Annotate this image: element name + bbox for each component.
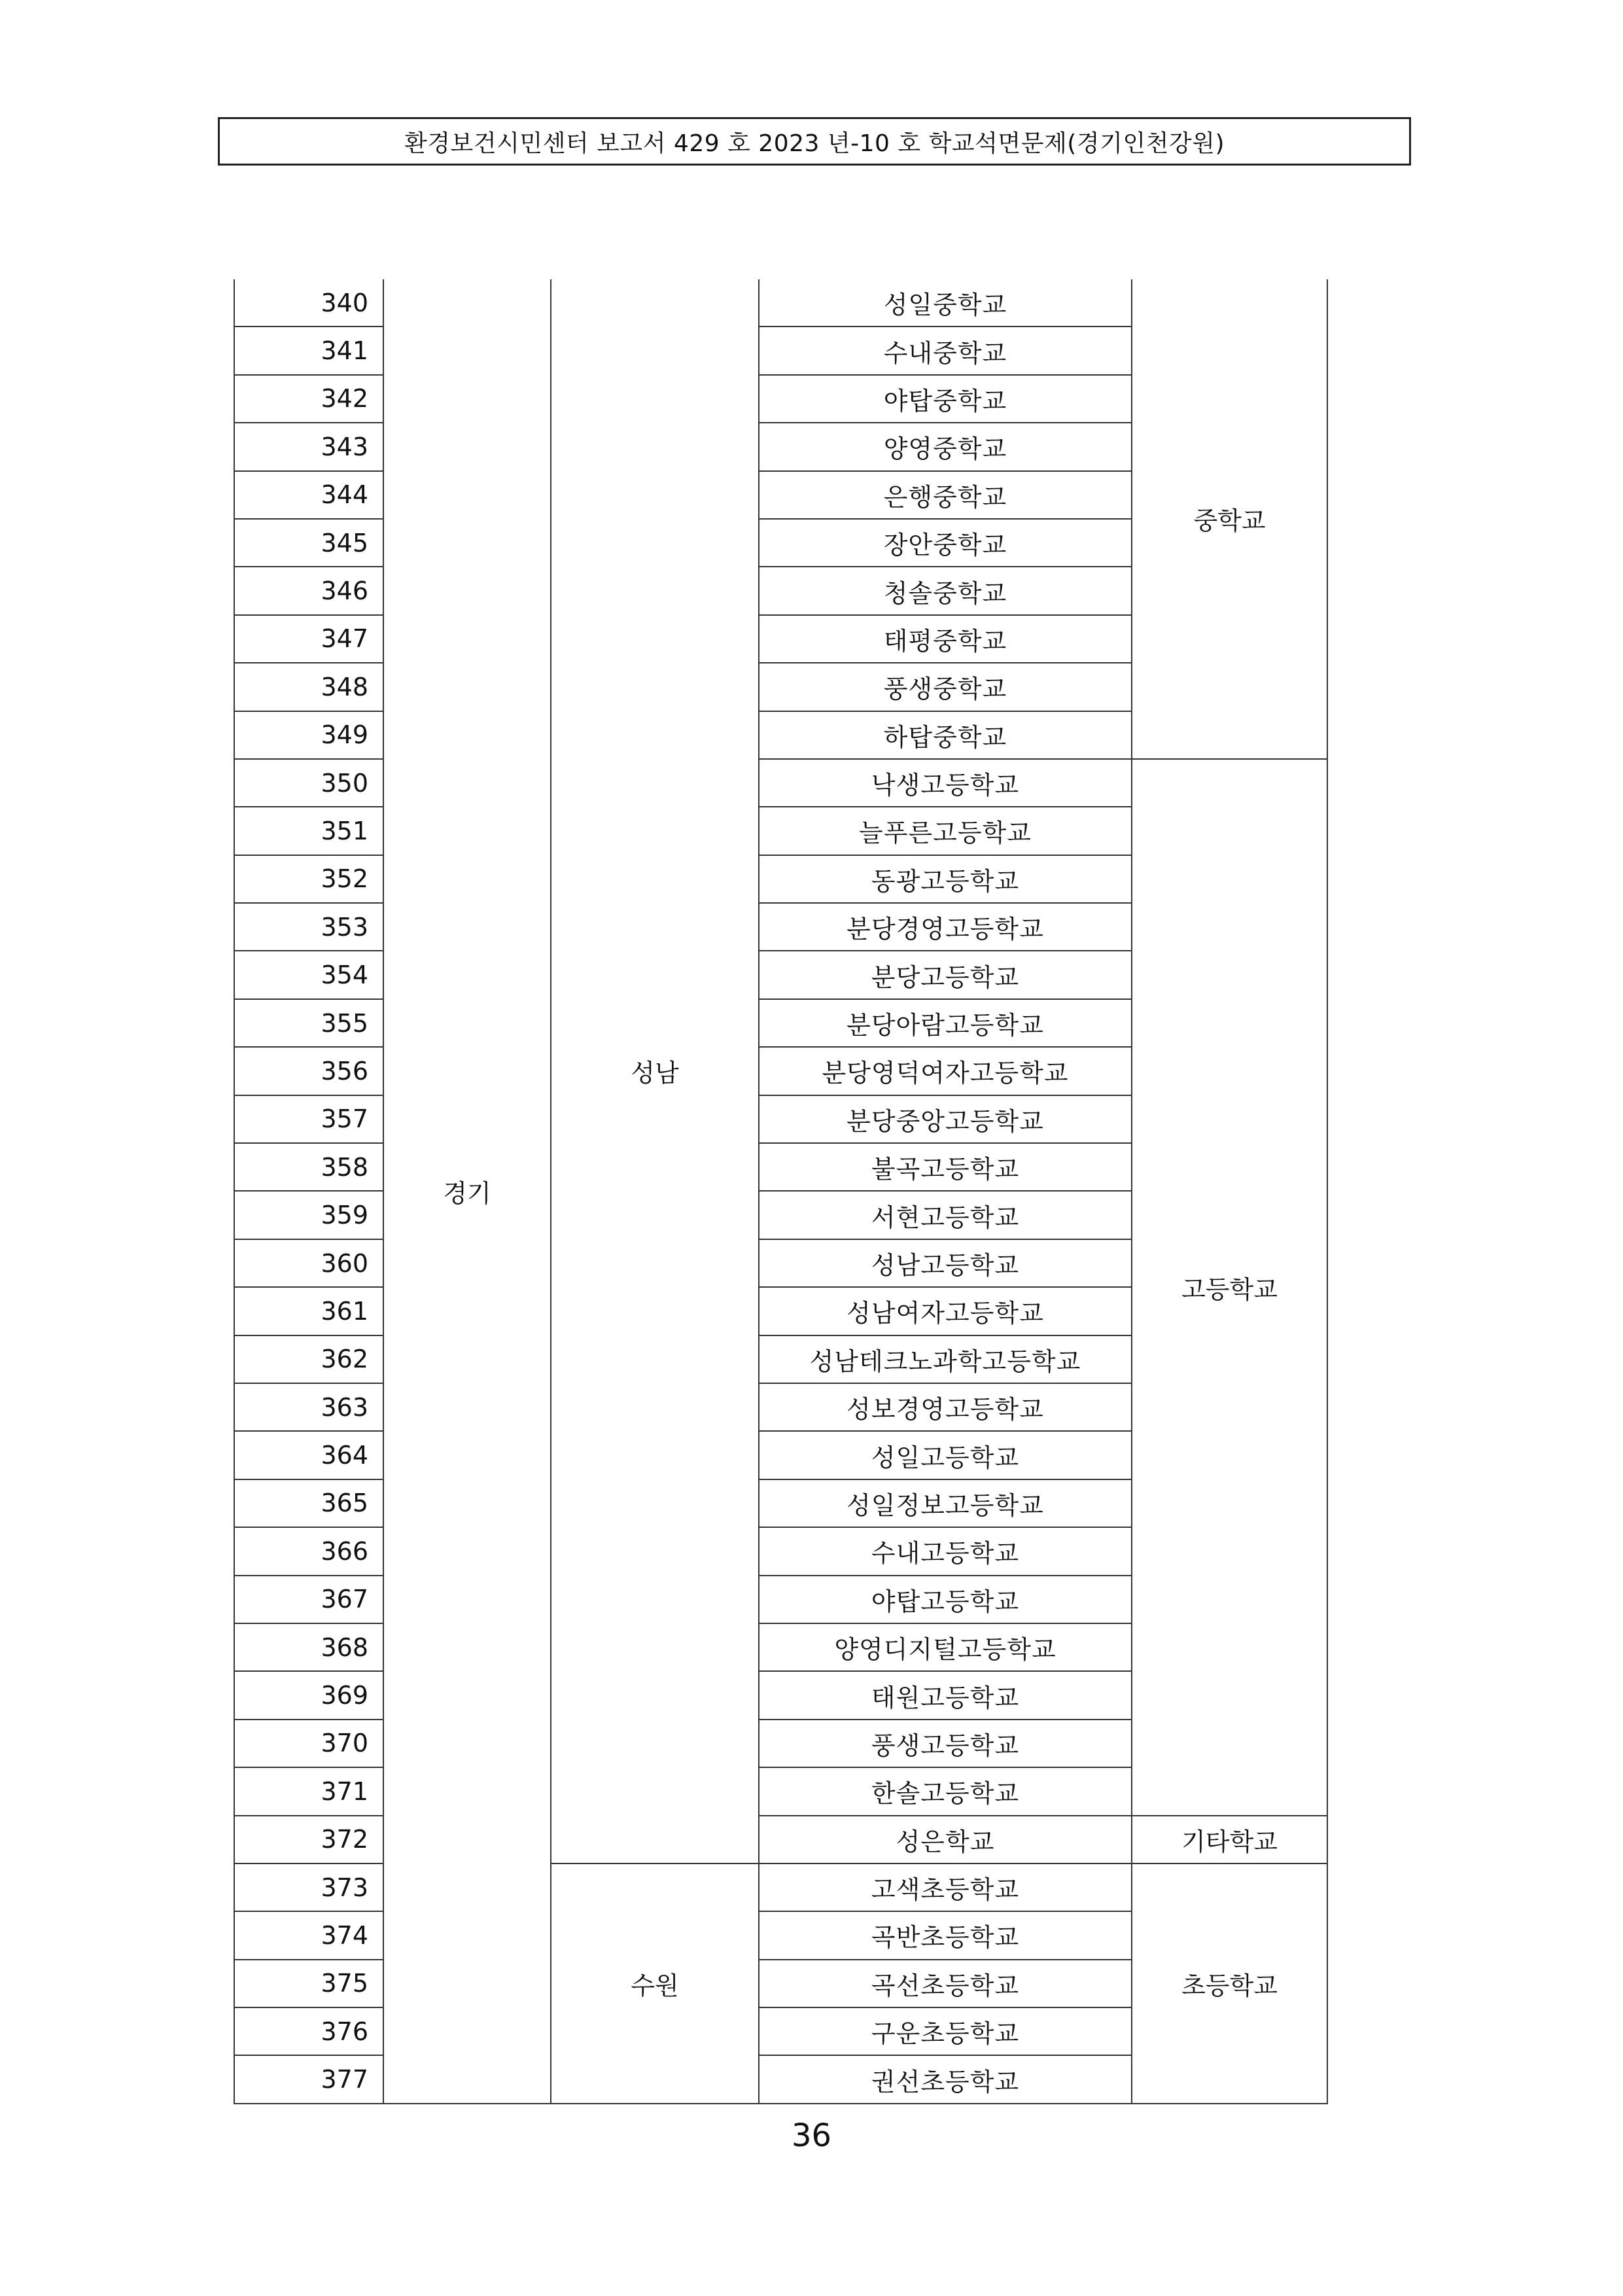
row-number: 375 xyxy=(234,1960,383,2007)
school-name: 분당고등학교 xyxy=(759,951,1132,998)
row-number: 343 xyxy=(234,423,383,470)
school-name: 성일정보고등학교 xyxy=(759,1479,1132,1527)
school-name: 권선초등학교 xyxy=(759,2055,1132,2103)
school-name: 고색초등학교 xyxy=(759,1863,1132,1911)
row-number: 369 xyxy=(234,1671,383,1719)
school-name: 풍생고등학교 xyxy=(759,1720,1132,1767)
row-number: 361 xyxy=(234,1287,383,1335)
row-number: 344 xyxy=(234,471,383,519)
school-name: 야탑고등학교 xyxy=(759,1576,1132,1623)
row-number: 349 xyxy=(234,711,383,759)
school-name: 성남테크노과학고등학교 xyxy=(759,1335,1132,1383)
row-number: 371 xyxy=(234,1767,383,1815)
school-name: 야탑중학교 xyxy=(759,375,1132,423)
row-number: 370 xyxy=(234,1720,383,1767)
school-name: 분당중앙고등학교 xyxy=(759,1095,1132,1143)
row-number: 363 xyxy=(234,1383,383,1431)
row-number: 348 xyxy=(234,663,383,711)
school-name: 성일고등학교 xyxy=(759,1431,1132,1479)
row-number: 346 xyxy=(234,567,383,614)
row-number: 359 xyxy=(234,1191,383,1239)
row-number: 353 xyxy=(234,903,383,951)
school-name: 분당경영고등학교 xyxy=(759,903,1132,951)
row-number: 373 xyxy=(234,1863,383,1911)
school-name: 동광고등학교 xyxy=(759,855,1132,903)
school-name: 구운초등학교 xyxy=(759,2007,1132,2055)
row-number: 347 xyxy=(234,615,383,663)
school-name: 장안중학교 xyxy=(759,519,1132,567)
row-number: 351 xyxy=(234,807,383,855)
school-name: 낙생고등학교 xyxy=(759,759,1132,807)
school-name: 은행중학교 xyxy=(759,471,1132,519)
school-name: 성은학교 xyxy=(759,1816,1132,1863)
row-number: 360 xyxy=(234,1239,383,1287)
school-name: 양영디지털고등학교 xyxy=(759,1623,1132,1671)
row-number: 366 xyxy=(234,1527,383,1575)
row-number: 372 xyxy=(234,1816,383,1863)
row-number: 345 xyxy=(234,519,383,567)
row-number: 356 xyxy=(234,1047,383,1095)
row-number: 362 xyxy=(234,1335,383,1383)
row-number: 374 xyxy=(234,1911,383,1959)
report-header-title: 환경보건시민센터 보고서 429 호 2023 년-10 호 학교석면문제(경기인천강원) xyxy=(404,130,1225,157)
school-type-cell: 초등학교 xyxy=(1132,1863,1327,2104)
row-number: 340 xyxy=(234,279,383,327)
school-name: 성보경영고등학교 xyxy=(759,1383,1132,1431)
school-name: 한솔고등학교 xyxy=(759,1767,1132,1815)
school-type-cell: 기타학교 xyxy=(1132,1816,1327,1863)
school-name: 청솔중학교 xyxy=(759,567,1132,614)
row-number: 355 xyxy=(234,999,383,1047)
city-cell: 성남 xyxy=(551,279,759,1863)
school-name: 분당영덕여자고등학교 xyxy=(759,1047,1132,1095)
school-name: 성남여자고등학교 xyxy=(759,1287,1132,1335)
row-number: 352 xyxy=(234,855,383,903)
row-number: 368 xyxy=(234,1623,383,1671)
school-name: 하탑중학교 xyxy=(759,711,1132,759)
school-name: 수내중학교 xyxy=(759,327,1132,374)
row-number: 377 xyxy=(234,2055,383,2103)
row-number: 357 xyxy=(234,1095,383,1143)
school-name: 수내고등학교 xyxy=(759,1527,1132,1575)
row-number: 367 xyxy=(234,1576,383,1623)
report-header xyxy=(218,117,1411,166)
school-list-table xyxy=(234,279,1328,2104)
school-name: 분당아람고등학교 xyxy=(759,999,1132,1047)
row-number: 364 xyxy=(234,1431,383,1479)
school-name: 서현고등학교 xyxy=(759,1191,1132,1239)
school-type-cell: 중학교 xyxy=(1132,279,1327,759)
school-type-cell: 고등학교 xyxy=(1132,759,1327,1816)
row-number: 354 xyxy=(234,951,383,998)
school-name: 늘푸른고등학교 xyxy=(759,807,1132,855)
school-name: 곡선초등학교 xyxy=(759,1960,1132,2007)
row-number: 350 xyxy=(234,759,383,807)
school-name: 성일중학교 xyxy=(759,279,1132,327)
school-name: 양영중학교 xyxy=(759,423,1132,470)
page-number: 36 xyxy=(791,2117,832,2154)
row-number: 358 xyxy=(234,1143,383,1191)
school-name: 태평중학교 xyxy=(759,615,1132,663)
row-number: 342 xyxy=(234,375,383,423)
row-number: 376 xyxy=(234,2007,383,2055)
table-row xyxy=(234,279,1327,327)
school-name: 성남고등학교 xyxy=(759,1239,1132,1287)
province-cell: 경기 xyxy=(383,279,551,2104)
row-number: 341 xyxy=(234,327,383,374)
row-number: 365 xyxy=(234,1479,383,1527)
school-name: 불곡고등학교 xyxy=(759,1143,1132,1191)
school-name: 태원고등학교 xyxy=(759,1671,1132,1719)
school-name: 풍생중학교 xyxy=(759,663,1132,711)
city-cell: 수원 xyxy=(551,1863,759,2104)
school-name: 곡반초등학교 xyxy=(759,1911,1132,1959)
